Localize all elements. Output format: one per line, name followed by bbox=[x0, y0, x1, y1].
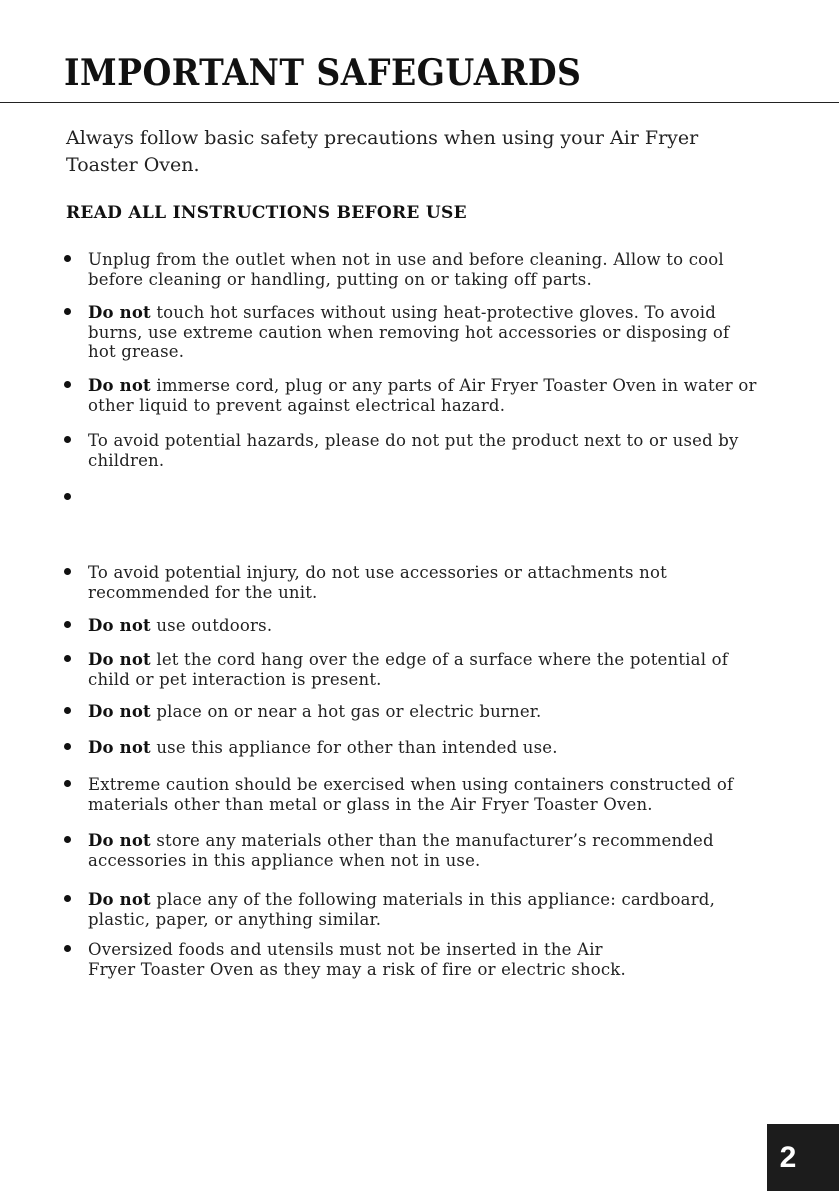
bullet-icon bbox=[64, 493, 71, 500]
do-not-label: Do not bbox=[88, 738, 151, 757]
list-item-body: let the cord hang over the edge of a surface where the potential of child or pet interaction is present. bbox=[88, 650, 729, 689]
bullet-icon bbox=[64, 895, 71, 902]
bullet-icon bbox=[64, 707, 71, 714]
list-item-body: Unplug from the outlet when not in use and before cleaning. Allow to cool before cleaning or handling, putting on or taking off parts. bbox=[88, 250, 724, 289]
page-title: IMPORTANT SAFEGUARDS bbox=[64, 52, 582, 94]
list-item-text bbox=[88, 616, 778, 636]
list-item-text bbox=[88, 940, 648, 979]
bullet-icon bbox=[64, 621, 71, 628]
bullet-icon bbox=[64, 381, 71, 388]
do-not-label: Do not bbox=[88, 616, 151, 635]
list-item-body: To avoid potential injury, do not use accessories or attachments not recommended for the unit. bbox=[88, 563, 667, 602]
list-item-text bbox=[88, 738, 778, 758]
list-item-text bbox=[88, 831, 768, 870]
list-item-body: place on or near a hot gas or electric burner. bbox=[150, 702, 542, 721]
bullet-icon bbox=[64, 255, 71, 262]
list-item-body: use outdoors. bbox=[150, 616, 273, 635]
list-item-body: To avoid potential hazards, please do not put the product next to or used by children. bbox=[88, 431, 739, 470]
bullet-icon bbox=[64, 780, 71, 787]
list-item-text bbox=[88, 650, 748, 689]
bullet-icon bbox=[64, 743, 71, 750]
list-item-text bbox=[88, 376, 768, 415]
list-item-text bbox=[88, 775, 748, 814]
bullet-icon bbox=[64, 436, 71, 443]
do-not-label: Do not bbox=[88, 890, 151, 909]
do-not-label: Do not bbox=[88, 702, 151, 721]
list-item-text bbox=[88, 890, 738, 929]
bullet-icon bbox=[64, 568, 71, 575]
list-item-body: use this appliance for other than intended use. bbox=[150, 738, 558, 757]
title-divider bbox=[0, 102, 839, 103]
section-heading: READ ALL INSTRUCTIONS BEFORE USE bbox=[66, 203, 467, 223]
do-not-label: Do not bbox=[88, 831, 151, 850]
list-item-text bbox=[88, 563, 708, 602]
list-item-text bbox=[88, 250, 758, 289]
list-item-body: Extreme caution should be exercised when using containers constructed of materials other than metal or glass in the Air Fryer Toaster Oven. bbox=[88, 775, 734, 814]
list-item-body: Oversized foods and utensils must not be inserted in the Air Fryer Toaster Oven as they may a risk of fire or electric shock. bbox=[88, 940, 626, 979]
page-number-tab bbox=[767, 1124, 839, 1191]
list-item-body: place any of the following materials in this appliance: cardboard, plastic, paper, or anything similar. bbox=[88, 890, 716, 929]
list-item-body: store any materials other than the manufacturer’s recommended accessories in this appliance when not in use. bbox=[88, 831, 714, 870]
do-not-label: Do not bbox=[88, 303, 151, 322]
list-item-text bbox=[88, 702, 778, 722]
do-not-label: Do not bbox=[88, 376, 151, 395]
list-item-text bbox=[88, 303, 758, 362]
intro-text: Always follow basic safety precautions when using your Air Fryer Toaster Oven. bbox=[66, 127, 699, 176]
bullet-icon bbox=[64, 308, 71, 315]
list-item-body: touch hot surfaces without using heat-protective gloves. To avoid burns, use extreme caution when removing hot accessories or disposing of hot grease. bbox=[88, 303, 730, 361]
bullet-icon bbox=[64, 655, 71, 662]
do-not-label: Do not bbox=[88, 650, 151, 669]
bullet-icon bbox=[64, 836, 71, 843]
bullet-icon bbox=[64, 945, 71, 952]
list-item-text bbox=[88, 431, 778, 470]
list-item-body: immerse cord, plug or any parts of Air Fryer Toaster Oven in water or other liquid to prevent against electrical hazard. bbox=[88, 376, 757, 415]
page-number: 2 bbox=[779, 1140, 797, 1174]
